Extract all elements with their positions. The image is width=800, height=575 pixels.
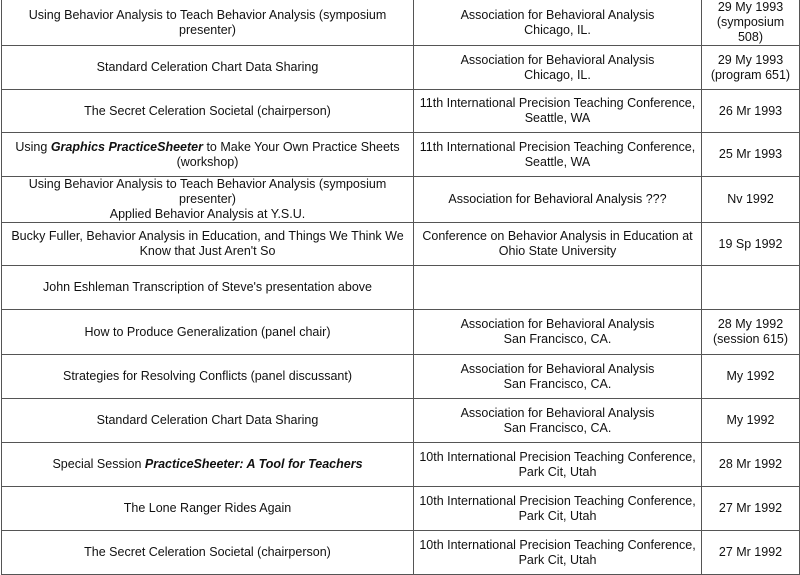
venue-cell (414, 487, 702, 531)
venue-name: Association for Behavioral Analysis ??? (448, 192, 667, 206)
venue-name: Association for Behavioral Analysis (460, 405, 655, 420)
presentation-title-cell (2, 443, 414, 487)
date-cell (702, 355, 800, 399)
venue-cell (414, 0, 702, 46)
presentation-title-cell (2, 90, 414, 133)
presentation-title-cell (2, 355, 414, 399)
presentation-title: Special Session (52, 457, 145, 471)
presentation-title: Strategies for Resolving Conflicts (panel discussant) (62, 369, 353, 383)
session-number: (program 651) (710, 67, 791, 82)
presentation-title: How to Produce Generalization (panel chair) (84, 324, 331, 339)
venue-cell (414, 223, 702, 266)
table-row (2, 90, 800, 133)
venue-cell (414, 177, 702, 223)
date-cell (702, 443, 800, 487)
presentation-title: Using (15, 139, 51, 154)
date-cell (702, 46, 800, 90)
presentation-date: 27 Mr 1992 (718, 501, 783, 515)
product-name: Graphics PracticeSheeter (50, 139, 203, 154)
venue-name: Association for Behavioral Analysis (460, 317, 655, 331)
venue-cell (414, 443, 702, 487)
table-row (2, 46, 800, 90)
presentation-title: Standard Celeration Chart Data Sharing (96, 60, 319, 74)
date-cell (702, 531, 800, 575)
presentation-title-cell (2, 223, 414, 266)
presentation-date: My 1992 (726, 369, 775, 383)
venue-cell (414, 90, 702, 133)
presentation-title-cell (2, 310, 414, 355)
venue-location: Chicago, IL. (524, 67, 591, 82)
venue-name: Conference on Behavior Analysis in Education at (422, 229, 693, 243)
date-cell (702, 399, 800, 443)
table-row (2, 177, 800, 223)
presentation-title: Using Behavior Analysis to Teach Behavior Analysis (symposium presenter) (28, 177, 387, 206)
presentation-title-cell (2, 133, 414, 177)
table-row (2, 531, 800, 575)
venue-name: 10th International Precision Teaching Conference, (419, 449, 696, 464)
venue-cell (414, 531, 702, 575)
presentation-title-cell (2, 177, 414, 223)
date-cell (702, 487, 800, 531)
venue-location: Park Cit, Utah (518, 552, 597, 567)
venue-cell (414, 266, 702, 310)
table-row (2, 355, 800, 399)
presentation-date: Nv 1992 (727, 192, 774, 206)
presentation-date: 19 Sp 1992 (718, 236, 783, 251)
table-row (2, 266, 800, 310)
presentation-date: 26 Mr 1993 (718, 103, 783, 118)
presentation-date: 27 Mr 1992 (718, 545, 783, 559)
venue-name: 11th International Precision Teaching Conference, (419, 139, 696, 154)
table-row (2, 223, 800, 266)
date-cell (702, 177, 800, 223)
table-row (2, 399, 800, 443)
venue-cell (414, 133, 702, 177)
presentation-title-rest: to Make Your Own Practice Sheets (workshop) (176, 139, 400, 169)
presentation-date: 28 My 1992 (717, 317, 784, 331)
presentation-title: Standard Celeration Chart Data Sharing (96, 413, 319, 427)
table-row (2, 310, 800, 355)
table-row (2, 0, 800, 46)
date-cell (702, 223, 800, 266)
venue-location: Park Cit, Utah (518, 508, 597, 523)
date-cell (702, 133, 800, 177)
date-cell (702, 266, 800, 310)
presentation-title-cell (2, 266, 414, 310)
table-row (2, 443, 800, 487)
venue-location: Ohio State University (498, 244, 617, 258)
venue-name: Association for Behavioral Analysis (460, 7, 655, 22)
venue-cell (414, 46, 702, 90)
venue-name: Association for Behavioral Analysis (460, 361, 655, 376)
presentation-title: Using Behavior Analysis to Teach Behavior Analysis (symposium presenter) (28, 7, 387, 37)
presentation-date: 28 Mr 1992 (718, 457, 783, 471)
presentation-title: The Secret Celeration Societal (chairperson) (84, 103, 331, 118)
presentation-title-cell (2, 531, 414, 575)
presentation-title-cell (2, 46, 414, 90)
date-cell (702, 90, 800, 133)
venue-location: San Francisco, CA. (503, 420, 612, 435)
presentation-date: 29 My 1993 (717, 52, 784, 67)
presentation-date: My 1992 (726, 413, 775, 427)
venue-name: Association for Behavioral Analysis (460, 52, 655, 67)
venue-name: 10th International Precision Teaching Conference, (419, 493, 696, 508)
venue-name: 10th International Precision Teaching Conference, (419, 537, 696, 552)
presentations-table (1, 0, 800, 575)
session-number: (symposium 508) (716, 15, 785, 44)
presentation-date: 25 Mr 1993 (718, 147, 783, 161)
presentation-title: The Secret Celeration Societal (chairperson) (84, 545, 331, 559)
venue-name: 11th International Precision Teaching Conference, (419, 96, 696, 110)
presentation-subtitle: Applied Behavior Analysis at Y.S.U. (109, 207, 306, 221)
presentation-date: 29 My 1993 (717, 0, 784, 14)
table-row (2, 133, 800, 177)
presentation-title-cell (2, 399, 414, 443)
venue-location: San Francisco, CA. (503, 376, 612, 391)
date-cell (702, 0, 800, 46)
date-cell (702, 310, 800, 355)
presentation-title-cell (2, 0, 414, 46)
transcription-link: John Eshleman Transcription of Steve's presentation above (43, 280, 372, 294)
venue-location: Seattle, WA (524, 154, 591, 169)
venue-cell (414, 355, 702, 399)
product-name: PracticeSheeter: A Tool for Teachers (144, 457, 363, 471)
session-number: (session 615) (712, 332, 789, 346)
presentation-title: The Lone Ranger Rides Again (123, 501, 292, 515)
venue-cell (414, 310, 702, 355)
venue-location: Park Cit, Utah (518, 464, 597, 479)
venue-cell (414, 399, 702, 443)
venue-location: San Francisco, CA. (503, 332, 612, 346)
venue-location: Seattle, WA (524, 111, 591, 125)
table-row (2, 487, 800, 531)
presentation-title: Bucky Fuller, Behavior Analysis in Education, and Things We Think We Know that Just Aren't So (11, 229, 404, 258)
presentation-title-cell (2, 487, 414, 531)
venue-location: Chicago, IL. (524, 22, 591, 37)
